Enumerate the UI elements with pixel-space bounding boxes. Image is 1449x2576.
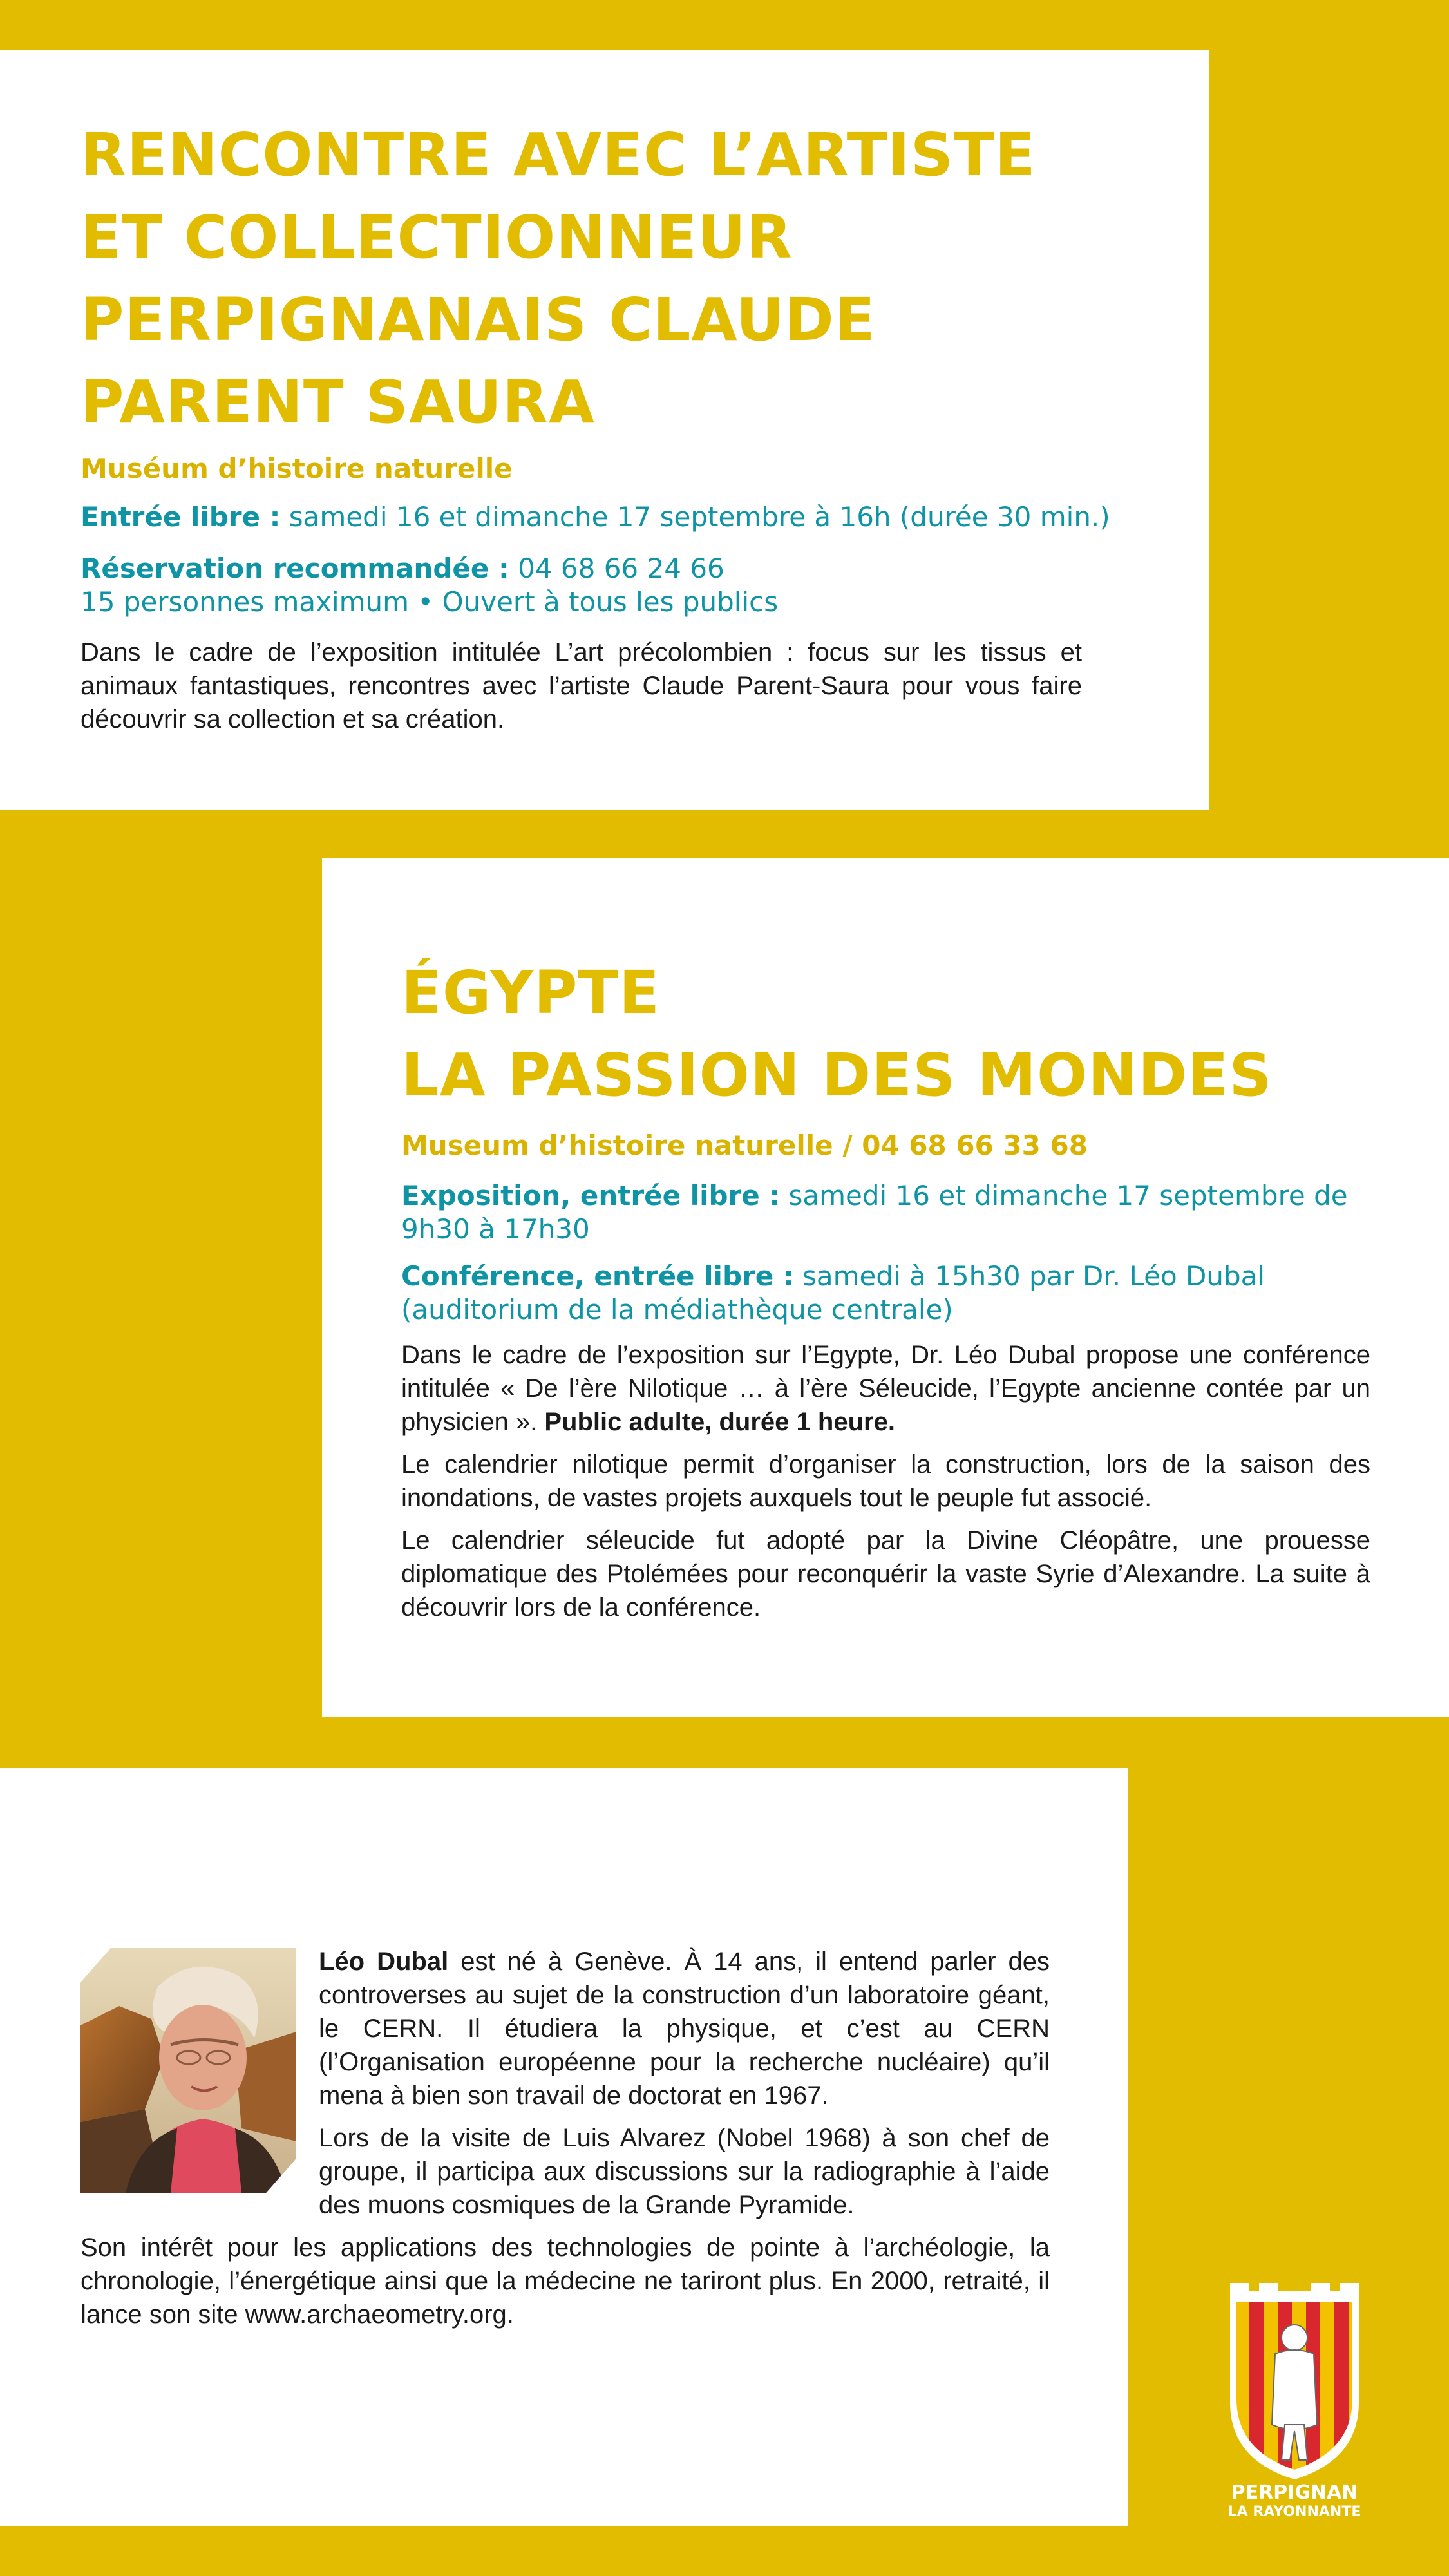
- event-description: [80, 636, 1082, 745]
- conference-info: [401, 1260, 1367, 1327]
- title-line: ET COLLECTIONNEUR: [80, 203, 793, 272]
- event-description: [401, 1338, 1370, 1633]
- description-paragraph: Le calendrier nilotique permit d’organiser la construction, lors de la saison des inondations, de vastes projets auxquels tout le peuple fut associé.: [401, 1450, 1370, 1512]
- exhibition-value: samedi 16 et dimanche 17 septembre de 9h30 à 17h30: [401, 1180, 1348, 1245]
- bio-paragraph: Son intérêt pour les applications des technologies de pointe à l’archéologie, la chronologie, l’énergétique ainsi que la médecine ne tariront plus. En 2000, retraité, il lance son site www.archaeometry.org.: [80, 2233, 1050, 2329]
- title-line: RENCONTRE AVEC L’ARTISTE: [80, 120, 1036, 189]
- schedule-label: Entrée libre :: [80, 501, 281, 533]
- description-paragraph: Le calendrier séleucide fut adopté par la Divine Cléopâtre, une prouesse diplomatique des Ptolémées pour reconquérir la vaste Syrie d’Alexandre. La suite à découvrir lors de la conférence.: [401, 1526, 1370, 1622]
- logo-line2: LA RAYONNANTE: [1227, 2504, 1361, 2520]
- event-title-egypt: [401, 952, 1367, 1117]
- audience-info: Public adulte, durée 1 heure.: [544, 1408, 895, 1436]
- event-card-egypt: [322, 858, 1449, 1717]
- perpignan-crest-icon: [1220, 2277, 1368, 2521]
- capacity-info: 15 personnes maximum • Ouvert à tous les publics: [80, 586, 779, 618]
- exhibition-label: Exposition, entrée libre :: [401, 1180, 781, 1211]
- reservation-info: [80, 552, 1111, 619]
- speaker-name: Léo Dubal: [319, 1947, 449, 1976]
- event-card-artist-meeting: [0, 50, 1209, 810]
- perpignan-logo: [1220, 2277, 1368, 2521]
- title-line: ÉGYPTE: [401, 958, 660, 1027]
- paragraph-text: Dans le cadre de l’exposition sur l’Egypte, Dr. Léo Dubal propose une conférence intitulée « De l’ère Nilotique … à l’ère Séleucide, l’Egypte ancienne contée par un physicien ».: [401, 1341, 1370, 1436]
- conference-value: samedi à 15h30 par Dr. Léo Dubal (auditorium de la médiathèque centrale): [401, 1260, 1265, 1325]
- title-line: LA PASSION DES MONDES: [401, 1041, 1273, 1110]
- conference-label: Conférence, entrée libre :: [401, 1260, 794, 1292]
- title-line: PERPIGNANAIS CLAUDE: [80, 285, 876, 354]
- paragraph-text: est né à Genève. À 14 ans, il entend parler des controverses au sujet de la construction d’un laboratoire géant, le CERN. Il étudiera la physique, et c’est au CERN (l’Organisation européenne pour la recherche nucléaire) qu’il mena à bien son travail de doctorat en 1967.: [319, 1947, 1050, 2110]
- schedule-info: [80, 500, 1110, 534]
- logo-line1: PERPIGNAN: [1231, 2481, 1358, 2504]
- bio-paragraph: Lors de la visite de Luis Alvarez (Nobel 1968) à son chef de groupe, il participa aux discussions sur la radiographie à l’aide des muons cosmiques de la Grande Pyramide.: [319, 2124, 1050, 2219]
- event-title-artist-meeting: [80, 114, 1143, 444]
- description-paragraph: Dans le cadre de l’exposition intitulée L’art précolombien : focus sur les tissus et animaux fantastiques, rencontres avec l’artiste Claude Parent-Saura pour vous faire découvrir sa collection et sa création.: [80, 638, 1082, 734]
- speaker-bio-card: [0, 1768, 1128, 2526]
- venue-label: Museum d’histoire naturelle / 04 68 66 33 68: [401, 1130, 1088, 1161]
- schedule-value: samedi 16 et dimanche 17 septembre à 16h (durée 30 min.): [280, 501, 1110, 533]
- exhibition-info: [401, 1179, 1367, 1246]
- description-paragraph: [401, 1338, 1370, 1439]
- venue-label: Muséum d’histoire naturelle: [80, 453, 513, 484]
- title-line: PARENT SAURA: [80, 368, 596, 437]
- speaker-bio: [80, 1945, 1050, 2340]
- reservation-phone: 04 68 66 24 66: [509, 553, 724, 584]
- reservation-label: Réservation recommandée :: [80, 553, 509, 584]
